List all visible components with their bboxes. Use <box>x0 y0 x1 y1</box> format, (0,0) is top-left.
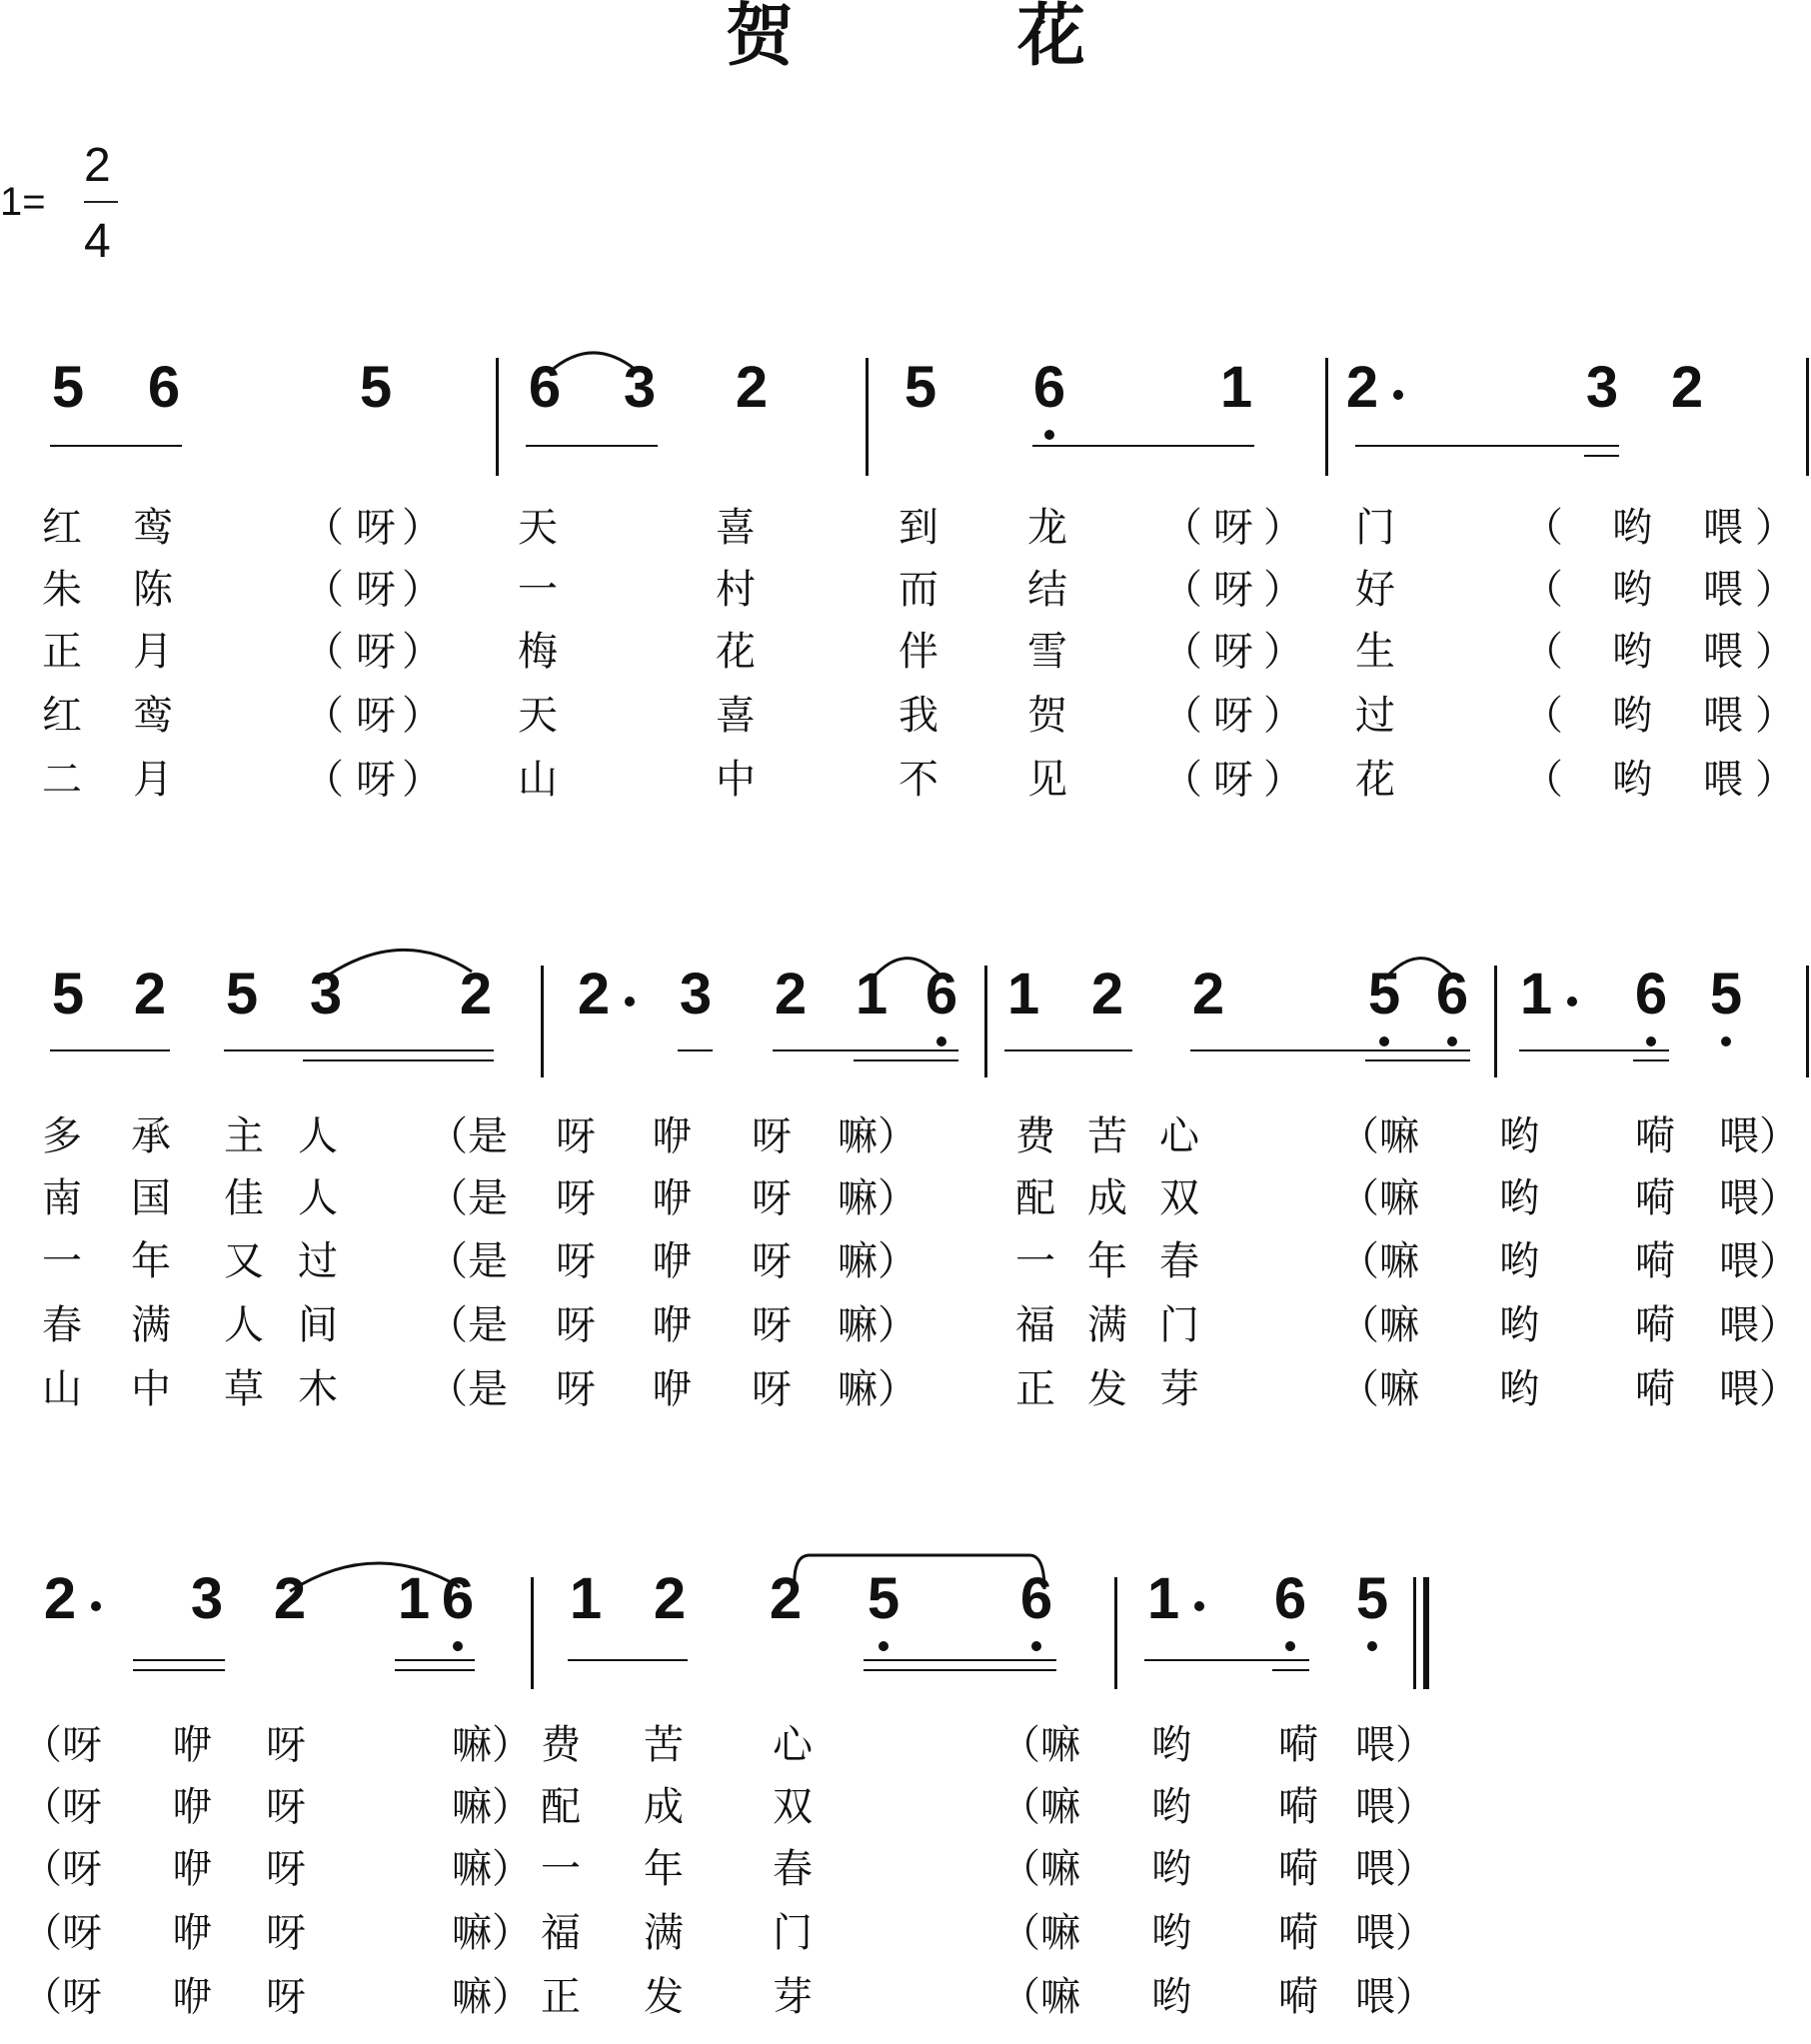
lyric-syllable: 承 <box>131 1113 171 1159</box>
lyric-syllable: ） <box>1755 629 1795 675</box>
lyric-syllable: 呀 <box>556 1302 596 1348</box>
lyric-syllable: （嘛 <box>1339 1238 1419 1284</box>
lyric-syllable: 鸾 <box>133 693 173 739</box>
lyric-syllable: （呀 <box>22 1722 102 1768</box>
lyric-syllable: 嘛） <box>452 1910 532 1956</box>
note: 5 <box>51 962 85 1026</box>
lyric-syllable: 月 <box>133 757 173 803</box>
lyric-syllable: 咿 <box>652 1113 692 1159</box>
lyric-syllable: 结 <box>1027 567 1067 613</box>
lyric-syllable: （ <box>304 505 344 551</box>
lyric-syllable: 门 <box>773 1910 813 1956</box>
lyric-syllable: ） <box>402 505 442 551</box>
lyric-syllable: 哟 <box>1612 757 1652 803</box>
lyric-syllable: 伴 <box>899 629 938 675</box>
octave-dot-below <box>453 1641 463 1651</box>
lyric-syllable: 呀 <box>1213 505 1253 551</box>
lyric-syllable: 福 <box>1015 1302 1055 1348</box>
lyric-syllable: 呀 <box>556 1238 596 1284</box>
lyric-syllable: 正 <box>42 629 82 675</box>
lyric-syllable: 双 <box>773 1784 813 1830</box>
lyric-syllable: 哟 <box>1612 629 1652 675</box>
lyric-syllable: 人 <box>298 1175 338 1221</box>
lyric-syllable: 配 <box>541 1784 581 1830</box>
lyric-syllable: ） <box>1263 757 1303 803</box>
note: 1 <box>569 1566 603 1631</box>
lyric-syllable: ） <box>402 757 442 803</box>
lyric-syllable: 喂） <box>1719 1366 1799 1412</box>
lyric-syllable: 嗬 <box>1635 1366 1675 1412</box>
lyric-syllable: 二 <box>42 757 82 803</box>
lyric-syllable: （ <box>1523 693 1563 739</box>
slur <box>795 1555 1044 1589</box>
lyric-syllable: 年 <box>1087 1238 1127 1284</box>
lyric-syllable: 佳 <box>224 1175 264 1221</box>
note: 2 <box>273 1566 307 1631</box>
note: 1 <box>1519 962 1553 1026</box>
lyric-syllable: 呀 <box>266 1846 306 1892</box>
lyric-syllable: （嘛 <box>1000 1722 1080 1768</box>
note: 5 <box>1367 962 1401 1026</box>
lyric-syllable: 雪 <box>1027 629 1067 675</box>
lyric-syllable: 咿 <box>172 1910 212 1956</box>
note: 3 <box>1585 355 1619 420</box>
octave-dot-below <box>1721 1036 1731 1046</box>
note: 2 <box>1191 962 1225 1026</box>
lyric-syllable: ） <box>1755 505 1795 551</box>
lyric-syllable: 一 <box>42 1238 82 1284</box>
lyric-syllable: 嗬 <box>1278 1784 1318 1830</box>
lyric-syllable: 喂） <box>1355 1974 1435 2020</box>
key-signature: 1= <box>0 180 46 224</box>
note: 5 <box>1355 1566 1389 1631</box>
octave-dot-below <box>1285 1641 1295 1651</box>
lyric-syllable: 陈 <box>133 567 173 613</box>
lyric-syllable: （嘛 <box>1339 1113 1419 1159</box>
lyric-syllable: 呀 <box>556 1175 596 1221</box>
lyric-syllable: 哟 <box>1499 1175 1539 1221</box>
lyric-syllable: （是 <box>428 1113 508 1159</box>
note: 2 <box>774 962 808 1026</box>
lyric-syllable: 南 <box>42 1175 82 1221</box>
lyric-syllable: 草 <box>224 1366 264 1412</box>
lyric-syllable: 年 <box>131 1238 171 1284</box>
lyric-syllable: 咿 <box>172 1784 212 1830</box>
lyric-syllable: 苦 <box>644 1722 684 1768</box>
octave-dot-below <box>1646 1036 1656 1046</box>
lyric-syllable: 正 <box>541 1974 581 2020</box>
note: 6 <box>924 962 958 1026</box>
lyric-syllable: 嘛） <box>452 1974 532 2020</box>
lyric-syllable: 喂） <box>1355 1910 1435 1956</box>
lyric-syllable: 咿 <box>652 1175 692 1221</box>
lyric-syllable: 呀 <box>752 1175 792 1221</box>
note: 6 <box>1435 962 1469 1026</box>
lyric-syllable: 喂） <box>1355 1784 1435 1830</box>
lyric-syllable: （是 <box>428 1175 508 1221</box>
lyric-syllable: 费 <box>541 1722 581 1768</box>
lyric-syllable: 过 <box>298 1238 338 1284</box>
lyric-syllable: （呀 <box>22 1974 102 2020</box>
lyric-syllable: （嘛 <box>1339 1366 1419 1412</box>
lyric-syllable: 春 <box>42 1302 82 1348</box>
note: 1 <box>855 962 889 1026</box>
lyric-syllable: 咿 <box>172 1722 212 1768</box>
augmentation-dot <box>91 1601 101 1611</box>
octave-dot-below <box>1447 1036 1457 1046</box>
octave-dot-below <box>1367 1641 1377 1651</box>
lyric-syllable: 主 <box>224 1113 264 1159</box>
lyric-syllable: 木 <box>298 1366 338 1412</box>
note: 6 <box>147 355 181 420</box>
note: 6 <box>441 1566 475 1631</box>
lyric-syllable: 哟 <box>1151 1784 1191 1830</box>
augmentation-dot <box>1567 997 1577 1007</box>
lyric-syllable: （ <box>1162 757 1202 803</box>
lyric-syllable: 呀 <box>356 693 396 739</box>
lyric-syllable: 成 <box>1087 1175 1127 1221</box>
lyric-syllable: 满 <box>1087 1302 1127 1348</box>
lyric-syllable: 天 <box>518 505 558 551</box>
lyric-syllable: 嘛） <box>452 1846 532 1892</box>
lyric-syllable: ） <box>1755 693 1795 739</box>
note: 2 <box>769 1566 803 1631</box>
note: 1 <box>397 1566 431 1631</box>
note: 2 <box>735 355 769 420</box>
lyric-syllable: 喂） <box>1719 1113 1799 1159</box>
note: 6 <box>1032 355 1066 420</box>
lyric-syllable: （ <box>1523 505 1563 551</box>
lyric-syllable: 山 <box>42 1366 82 1412</box>
lyric-syllable: 满 <box>131 1302 171 1348</box>
note: 3 <box>679 962 713 1026</box>
lyric-syllable: 多 <box>42 1113 82 1159</box>
lyric-syllable: 哟 <box>1151 1910 1191 1956</box>
lyric-syllable: 双 <box>1159 1175 1199 1221</box>
lyric-syllable: 呀 <box>266 1784 306 1830</box>
lyric-syllable: 呀 <box>1213 757 1253 803</box>
lyric-syllable: （呀 <box>22 1784 102 1830</box>
lyric-syllable: 嗬 <box>1278 1846 1318 1892</box>
lyric-syllable: 哟 <box>1151 1846 1191 1892</box>
lyric-syllable: （ <box>1162 505 1202 551</box>
lyric-syllable: 花 <box>1355 757 1395 803</box>
lyric-syllable: 见 <box>1027 757 1067 803</box>
lyric-syllable: 一 <box>1015 1238 1055 1284</box>
lyric-syllable: 人 <box>298 1113 338 1159</box>
lyric-syllable: 门 <box>1355 505 1395 551</box>
lyric-syllable: 呀 <box>266 1910 306 1956</box>
lyric-syllable: 好 <box>1355 567 1395 613</box>
lyric-syllable: 正 <box>1015 1366 1055 1412</box>
lyric-syllable: 嘛） <box>838 1366 917 1412</box>
lyric-syllable: 嘛） <box>838 1302 917 1348</box>
lyric-syllable: 龙 <box>1027 505 1067 551</box>
lyric-syllable: 不 <box>899 757 938 803</box>
augmentation-dot <box>1194 1601 1204 1611</box>
octave-dot-below <box>936 1036 946 1046</box>
lyric-syllable: （是 <box>428 1366 508 1412</box>
lyric-syllable: 发 <box>1087 1366 1127 1412</box>
lyric-syllable: 哟 <box>1499 1113 1539 1159</box>
lyric-syllable: 嘛） <box>452 1784 532 1830</box>
lyric-syllable: 朱 <box>42 567 82 613</box>
lyric-syllable: 哟 <box>1612 505 1652 551</box>
lyric-syllable: 又 <box>224 1238 264 1284</box>
lyric-syllable: （ <box>304 567 344 613</box>
lyric-syllable: 春 <box>1159 1238 1199 1284</box>
lyric-syllable: 嘛） <box>838 1238 917 1284</box>
octave-dot-below <box>1031 1641 1041 1651</box>
lyric-syllable: 国 <box>131 1175 171 1221</box>
lyric-syllable: 一 <box>518 567 558 613</box>
lyric-syllable: （是 <box>428 1238 508 1284</box>
lyric-syllable: 而 <box>899 567 938 613</box>
lyric-syllable: （嘛 <box>1000 1784 1080 1830</box>
lyric-syllable: 喂 <box>1703 757 1743 803</box>
lyric-syllable: 呀 <box>1213 693 1253 739</box>
lyric-syllable: 月 <box>133 629 173 675</box>
lyric-syllable: 喜 <box>716 505 756 551</box>
lyric-syllable: （ <box>304 693 344 739</box>
lyric-syllable: ） <box>1263 505 1303 551</box>
octave-dot-below <box>1044 430 1054 440</box>
note: 2 <box>1670 355 1704 420</box>
lyric-syllable: 呀 <box>1213 567 1253 613</box>
lyric-syllable: 嘛） <box>838 1175 917 1221</box>
lyric-syllable: （ <box>1523 567 1563 613</box>
time-signature-top: 2 <box>84 139 111 192</box>
lyric-syllable: 嗬 <box>1635 1238 1675 1284</box>
lyric-syllable: 哟 <box>1151 1722 1191 1768</box>
octave-dot-below <box>1379 1036 1389 1046</box>
lyric-syllable: 嗬 <box>1635 1113 1675 1159</box>
lyric-syllable: （ <box>304 629 344 675</box>
lyric-syllable: 生 <box>1355 629 1395 675</box>
lyric-syllable: 苦 <box>1087 1113 1127 1159</box>
note: 2 <box>43 1566 77 1631</box>
lyric-syllable: 过 <box>1355 693 1395 739</box>
lyric-syllable: 人 <box>224 1302 264 1348</box>
note: 2 <box>577 962 611 1026</box>
lyric-syllable: 发 <box>644 1974 684 2020</box>
lyric-syllable: 到 <box>899 505 938 551</box>
lyric-syllable: （嘛 <box>1000 1846 1080 1892</box>
lyric-syllable: 花 <box>716 629 756 675</box>
lyric-syllable: 配 <box>1015 1175 1055 1221</box>
lyric-syllable: （ <box>1162 693 1202 739</box>
lyric-syllable: （嘛 <box>1339 1302 1419 1348</box>
lyric-syllable: ） <box>402 567 442 613</box>
song-title: 贺 花 <box>726 0 1185 76</box>
lyric-syllable: 呀 <box>556 1113 596 1159</box>
lyric-syllable: 喂 <box>1703 629 1743 675</box>
lyric-syllable: 呀 <box>356 505 396 551</box>
octave-dot-below <box>879 1641 889 1651</box>
lyric-syllable: 咿 <box>652 1238 692 1284</box>
lyric-syllable: （是 <box>428 1302 508 1348</box>
lyric-syllable: （呀 <box>22 1846 102 1892</box>
lyric-syllable: 中 <box>131 1366 171 1412</box>
lyric-syllable: 喂） <box>1719 1175 1799 1221</box>
lyric-syllable: 年 <box>644 1846 684 1892</box>
lyric-syllable: 呀 <box>752 1238 792 1284</box>
note: 6 <box>1634 962 1668 1026</box>
note: 6 <box>1019 1566 1053 1631</box>
lyric-syllable: 中 <box>716 757 756 803</box>
lyric-syllable: 嘛） <box>452 1722 532 1768</box>
lyric-syllable: 门 <box>1159 1302 1199 1348</box>
note: 2 <box>653 1566 687 1631</box>
lyric-syllable: 哟 <box>1612 693 1652 739</box>
lyric-syllable: ） <box>1263 629 1303 675</box>
lyric-syllable: 春 <box>773 1846 813 1892</box>
lyric-syllable: 喂） <box>1355 1722 1435 1768</box>
lyric-syllable: 山 <box>518 757 558 803</box>
lyric-syllable: 芽 <box>773 1974 813 2020</box>
note: 6 <box>1273 1566 1307 1631</box>
lyric-syllable: 呀 <box>1213 629 1253 675</box>
lyric-syllable: ） <box>1263 567 1303 613</box>
lyric-syllable: （ <box>1523 629 1563 675</box>
lyric-syllable: 呀 <box>356 567 396 613</box>
note: 5 <box>904 355 937 420</box>
lyric-syllable: 贺 <box>1027 693 1067 739</box>
note: 2 <box>1090 962 1124 1026</box>
lyric-syllable: 呀 <box>556 1366 596 1412</box>
lyric-syllable: 呀 <box>266 1722 306 1768</box>
lyric-syllable: 红 <box>42 505 82 551</box>
lyric-syllable: 嗬 <box>1278 1910 1318 1956</box>
lyric-syllable: 芽 <box>1159 1366 1199 1412</box>
lyric-syllable: 嗬 <box>1635 1175 1675 1221</box>
lyric-syllable: 哟 <box>1499 1238 1539 1284</box>
lyric-syllable: 哟 <box>1612 567 1652 613</box>
note: 2 <box>459 962 493 1026</box>
lyric-syllable: 呀 <box>752 1302 792 1348</box>
note: 5 <box>51 355 85 420</box>
lyric-syllable: 呀 <box>266 1974 306 2020</box>
note: 3 <box>190 1566 224 1631</box>
lyric-syllable: 心 <box>1159 1113 1199 1159</box>
lyric-syllable: （嘛 <box>1000 1974 1080 2020</box>
lyric-syllable: 天 <box>518 693 558 739</box>
lyric-syllable: 梅 <box>518 629 558 675</box>
lyric-syllable: 红 <box>42 693 82 739</box>
lyric-syllable: （呀 <box>22 1910 102 1956</box>
lyric-syllable: 呀 <box>752 1113 792 1159</box>
note: 6 <box>528 355 562 420</box>
lyric-syllable: 鸾 <box>133 505 173 551</box>
note: 1 <box>1006 962 1040 1026</box>
lyric-syllable: 满 <box>644 1910 684 1956</box>
lyric-syllable: ） <box>402 629 442 675</box>
lyric-syllable: 喜 <box>716 693 756 739</box>
lyric-syllable: 心 <box>773 1722 813 1768</box>
lyric-syllable: ） <box>1263 693 1303 739</box>
lyric-syllable: （ <box>304 757 344 803</box>
lyric-syllable: 我 <box>899 693 938 739</box>
lyric-syllable: （ <box>1162 629 1202 675</box>
lyric-syllable: 哟 <box>1499 1302 1539 1348</box>
lyric-syllable: 喂 <box>1703 693 1743 739</box>
note: 5 <box>1709 962 1743 1026</box>
lyric-syllable: 喂 <box>1703 567 1743 613</box>
lyric-syllable: 费 <box>1015 1113 1055 1159</box>
note: 5 <box>867 1566 901 1631</box>
note: 5 <box>359 355 393 420</box>
note: 1 <box>1219 355 1253 420</box>
lyric-syllable: 咿 <box>172 1974 212 2020</box>
lyric-syllable: 嗬 <box>1278 1722 1318 1768</box>
lyric-syllable: ） <box>1755 757 1795 803</box>
slur <box>290 1563 460 1591</box>
lyric-syllable: （ <box>1162 567 1202 613</box>
lyric-syllable: 咿 <box>172 1846 212 1892</box>
lyric-syllable: 福 <box>541 1910 581 1956</box>
note: 2 <box>133 962 167 1026</box>
lyric-syllable: 村 <box>716 567 756 613</box>
lyric-syllable: 嘛） <box>838 1113 917 1159</box>
lyric-syllable: 哟 <box>1151 1974 1191 2020</box>
lyric-syllable: （嘛 <box>1000 1910 1080 1956</box>
lyric-syllable: 嗬 <box>1635 1302 1675 1348</box>
time-signature-bottom: 4 <box>84 215 111 268</box>
lyric-syllable: 间 <box>298 1302 338 1348</box>
note: 1 <box>1146 1566 1180 1631</box>
note: 2 <box>1345 355 1379 420</box>
lyric-syllable: 咿 <box>652 1366 692 1412</box>
lyric-syllable: ） <box>1755 567 1795 613</box>
lyric-syllable: 喂） <box>1719 1238 1799 1284</box>
lyric-syllable: 咿 <box>652 1302 692 1348</box>
note: 3 <box>309 962 343 1026</box>
note: 5 <box>225 962 259 1026</box>
lyric-syllable: 喂 <box>1703 505 1743 551</box>
lyric-syllable: ） <box>402 693 442 739</box>
lyric-syllable: 哟 <box>1499 1366 1539 1412</box>
lyric-syllable: （嘛 <box>1339 1175 1419 1221</box>
lyric-syllable: 呀 <box>356 629 396 675</box>
lyric-syllable: 嗬 <box>1278 1974 1318 2020</box>
lyric-syllable: 呀 <box>356 757 396 803</box>
note: 3 <box>623 355 657 420</box>
lyric-syllable: 喂） <box>1719 1302 1799 1348</box>
lyric-syllable: 喂） <box>1355 1846 1435 1892</box>
lyric-syllable: 一 <box>541 1846 581 1892</box>
lyric-syllable: 呀 <box>752 1366 792 1412</box>
lyric-syllable: （ <box>1523 757 1563 803</box>
augmentation-dot <box>625 997 635 1007</box>
augmentation-dot <box>1393 390 1403 400</box>
lyric-syllable: 成 <box>644 1784 684 1830</box>
